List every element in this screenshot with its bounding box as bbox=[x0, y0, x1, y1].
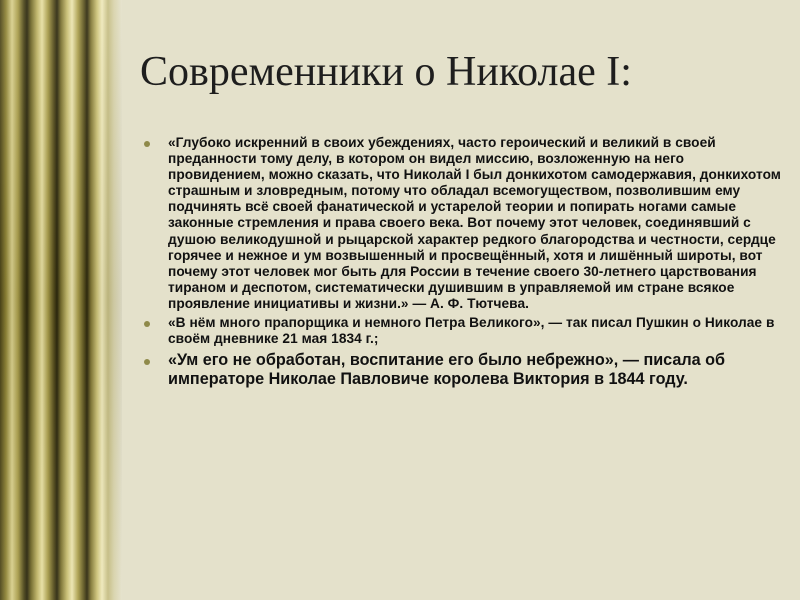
decorative-gold-stripes bbox=[0, 0, 122, 600]
bullet-item bbox=[140, 351, 782, 389]
bullet-list bbox=[140, 135, 782, 390]
bullet-item bbox=[140, 315, 782, 347]
bullet-dot-icon bbox=[144, 359, 150, 365]
bullet-dot-icon bbox=[144, 141, 150, 147]
slide-title: Современники о Николае I: bbox=[140, 49, 632, 95]
quote-pushkin: «В нём много прапорщика и немного Петра Великого», — так писал Пушкин о Николае в своём дневнике 21 мая 1834 г.; bbox=[168, 315, 775, 347]
bullet-dot-icon bbox=[144, 321, 150, 327]
quote-queen-victoria: «Ум его не обработан, воспитание его было небрежно», — писала об императоре Николае Павловиче королева Виктория в 1844 году. bbox=[168, 351, 726, 389]
bullet-item bbox=[140, 135, 782, 312]
quote-tyutcheva: «Глубоко искренний в своих убеждениях, часто героический и великий в своей преданности тому делу, в котором он видел миссию, возложенную на него провидением, можно сказать, что Николай I был донкихотом самодержавия, донкихотом страшным и зловредным, потому что обладал всемогуществом, позволившим ему подчинять всё своей фанатической и устарелой теории и попирать ногами самые законные стремления и права своего века. Вот почему этот человек, соединявший с душою великодушной и рыцарской характер редкого благородства и честности, сердце горячее и нежное и ум возвышенный и просвещённый, хотя и лишённый широты, вот почему этот человек мог быть для России в течение своего 30-летнего царствования тираном и деспотом, систематически душившим в управляемой им стране всякое проявление инициативы и жизни.» — А. Ф. Тютчева. bbox=[168, 135, 781, 311]
